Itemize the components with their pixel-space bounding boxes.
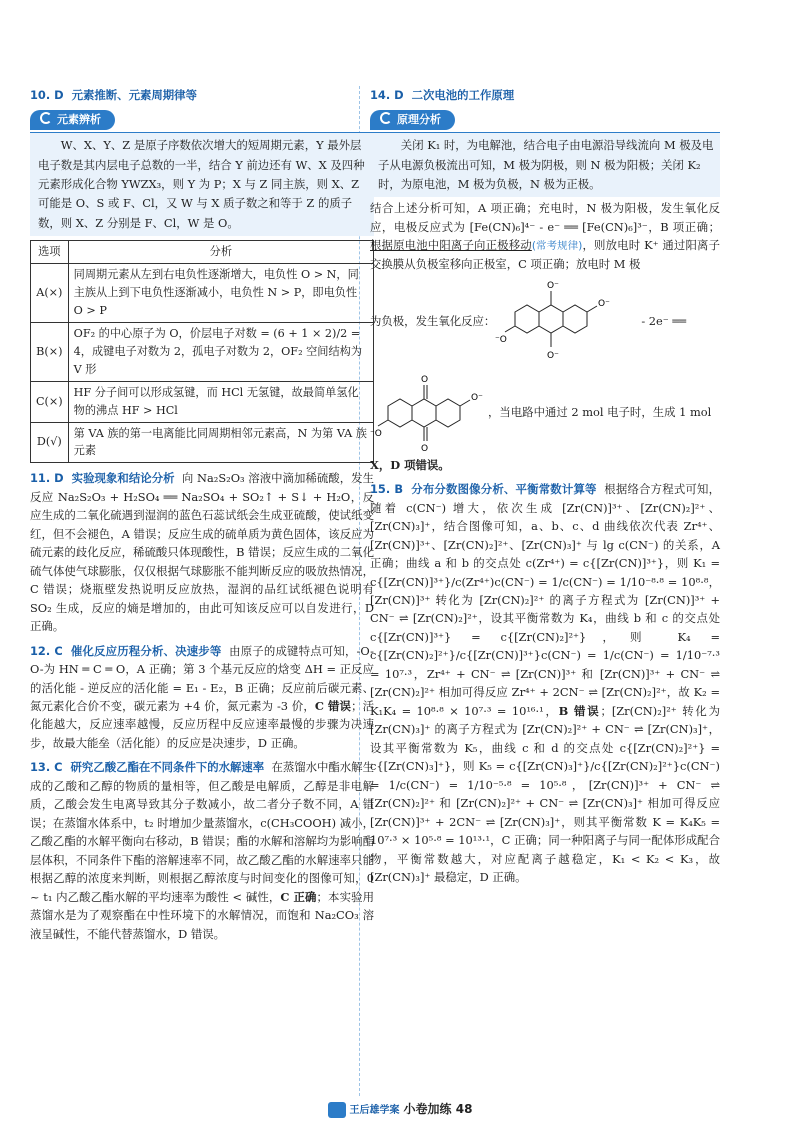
question-15 [370,480,720,886]
q14-text-3: ，当电路中通过 2 mol 电子时，生成 1 mol [488,405,712,420]
question-13 [30,758,374,943]
q11-text: 向 Na₂S₂O₃ 溶液中滴加稀硫酸，发生反应 Na₂S₂O₃ + H₂SO₄ ══ Na₂SO₄ + SO₂↑ + S↓ + H₂O，反应生成的二氧化硫遇到湿润的蓝色石蕊试纸会生成亚硫酸，使试纸变红，但不会褪色，A 错误；反应生成的硫单质为黄色固体，该反应为硫元素的歧化反应，稀硫酸只体现酸性，B 错误；反应生成的二氧化硫气体使气球膨胀，仅仅根据气球膨胀不能判断反应的吸放热情况，C 错误；烧瓶壁发热说明反应放热，湿润的品红试纸褪色说明有 SO₂ 生成，反应的熵是增加的，由此可知该反应可以自发进行，D 正确。 [30,471,374,634]
table-row [31,381,374,422]
oxide-label-left: ⁻O [495,334,508,345]
q10-heading [30,86,374,104]
q12-topic: 催化反应历程分析、决速步等 [70,643,222,658]
oxide-label-bottom: O⁻ [547,350,560,361]
q14-text-4: X，D 项错误。 [370,457,450,472]
q14-tag-label: 原理分析 [397,113,441,127]
anthraquinone-product-structure [370,370,488,456]
table-row [31,422,374,463]
q11-number: 11. D [30,471,64,486]
q12-text: 由原子的成键特点可知，-O-O-为 HN ═ C ═ O，A 正确；第 3 个基元反应的焓变 ΔH = 正反应的活化能 - 逆反应的活化能 = E₁ - E₂，B 正确；反应前后碳元素、氮元素化合价不变，碳元素为 +4 价，氮元素为 -3 价， [30,643,374,713]
q15-answer-bold: B 错误 [558,703,601,718]
footer-brand: 王后雄学案 [349,1105,400,1116]
q14-underlined-rule: 根据原电池中阳离子向正极移动 [370,238,532,253]
question-10 [30,86,374,463]
question-11 [30,469,374,635]
footer-title: 小卷加练 [403,1102,452,1116]
q15-number: 15. B [370,482,404,497]
q13-text-2: ；本实验用蒸馏水是为了观察酯在中性环境下的水解情况，而饱和 Na₂CO₃ 溶液呈碱性，不能代替蒸馏水，D 错误。 [30,889,374,941]
q13-text: 在蒸馏水中酯水解生成的乙酸和乙醇的物质的量相等，但乙酸是电解质，乙醇是非电解质，乙酸会发生电离导致其分子数减小，故二者分子数不同，A 错误；在蒸馏水体系中，t₂ 时增加少量蒸馏水，c(CH₃COOH) 减小，乙酸乙酯的水解平衡向右移动，B 错误；酯的水解和溶解均为影响酯层体积，不同条件下酯的溶解速率不同，故乙酸乙酯的水解速率只能根据乙醇的浓度来判断，则根据乙醇浓度与时间变化的图像可知，0 ~ t₁ 内乙酸乙酯水解的平均速率为酸性 < 碱性， [30,760,374,904]
q14-number: 14. D [370,88,404,102]
row-analysis: 同周期元素从左到右电负性逐渐增大，电负性 O > N，同主族从上到下电负性逐渐减小，电负性 N > P，即电负性 O > P [68,264,373,323]
col-header-option: 选项 [31,241,69,264]
oxide-label-right: O⁻ [598,298,611,309]
page-number: 48 [455,1102,473,1116]
product-oxide-left: ⁻O [370,428,382,439]
page-footer [0,1100,800,1119]
q11-topic: 实验现象和结论分析 [71,471,175,486]
q15-topic: 分布分数图像分析、平衡常数计算等 [411,482,597,497]
q14-topic: 二次电池的工作原理 [411,88,515,102]
q14-product-row [370,370,720,456]
q14-reaction-row [370,274,720,370]
q14-tag [370,110,455,130]
q14-heading [370,86,720,104]
row-analysis: OF₂ 的中心原子为 O，价层电子对数 = (6 + 1 × 2)/2 = 4，成键电子对数为 2，孤电子对数为 2，OF₂ 空间结构为 V 形 [68,322,373,381]
q10-table-header [31,241,374,264]
q13-number: 13. C [30,760,63,775]
row-option: C(×) [31,381,69,422]
brand-logo-icon [328,1102,346,1118]
q10-tag-label: 元素辨析 [57,113,101,127]
anthraquinone-diolate-structure [495,274,635,370]
q10-topic: 元素推断、元素周期律等 [71,88,197,102]
carbonyl-label-bottom: O [421,443,429,454]
oxide-label-top: O⁻ [547,280,560,291]
product-oxide-right: O⁻ [471,392,483,403]
q14-hint: (常考规律) [531,240,583,253]
q14-text-2-tail: - 2e⁻ ══ [641,314,687,329]
left-column [30,86,374,949]
q12-answer-bold: C 错误 [314,699,352,713]
q10-tag [30,110,115,130]
table-row [31,264,374,323]
q10-table [30,240,374,463]
q15-text: 根据络合方程式可知，随着 c(CN⁻) 增大，依次生成 [Zr(CN)]³⁺、[Zr(CN)₂]²⁺、[Zr(CN)₃]⁺，结合图像可知，a、b、c、d 曲线依次代表 Zr⁴⁺、[Zr(CN)]³⁺、[Zr(CN)₂]²⁺、[Zr(CN)₃]⁺ 与 lg c(CN⁻) 的关系，A 正确；曲线 a 和 b 的交点处 c(Zr⁴⁺) = c{[Zr(CN)]³⁺}，则 K₁ = c{[Zr(CN)]³⁺}/c(Zr⁴⁺)c(CN⁻) = 1/c(CN⁻) = 1/10⁻⁸·⁸ = 10⁸·⁸，[Zr(CN)]³⁺ 转化为 [Zr(CN)₂]²⁺ 的离子方程式为 [Zr(CN)]³⁺ + CN⁻ ⇌ [Zr(CN)₂]²⁺，设其平衡常数为 K₄，曲线 b 和 c 的交点处 c{[Zr(CN)]³⁺} = c{[Zr(CN)₂]²⁺}，则 K₄ = c{[Zr(CN)₂]²⁺}/c{[Zr(CN)]³⁺}c(CN⁻) = 1/c(CN⁻) = 1/10⁻⁷·³ = 10⁷·³，Zr⁴⁺ + CN⁻ ⇌ [Zr(CN)]³⁺ 和 [Zr(CN)]³⁺ + CN⁻ ⇌ [Zr(CN)₂]²⁺ 相加可得反应 Zr⁴⁺ + 2CN⁻ ⇌ [Zr(CN)₂]²⁺，故 K₂ = K₁K₄ = 10⁸·⁸ × 10⁷·³ = 10¹⁶·¹， [370,482,720,718]
row-analysis: HF 分子间可以形成氢键，而 HCl 无氢键，故最简单氢化物的沸点 HF > HCl [68,381,373,422]
right-column [370,86,720,892]
carbonyl-label-top: O [421,374,429,385]
row-option: D(√) [31,422,69,463]
q15-text-2: ；[Zr(CN)₂]²⁺ 转化为 [Zr(CN)₃]⁺ 的离子方程式为 [Zr(CN)₂]²⁺ + CN⁻ ⇌ [Zr(CN)₃]⁺，设其平衡常数为 K₅，曲线 c 和 d 的交点处 c{[Zr(CN)₂]²⁺} = c{[Zr(CN)₃]⁺}，则 K₅ = c{[Zr(CN)₃]⁺}/c{[Zr(CN)₂]²⁺}c(CN⁻) = 1/c(CN⁻) = 1/10⁻⁵·⁸ = 10⁵·⁸，[Zr(CN)]³⁺ + CN⁻ ⇌ [Zr(CN)₂]²⁺ 和 [Zr(CN)₂]²⁺ + CN⁻ ⇌ [Zr(CN)₃]⁺ 相加可得反应 [Zr(CN)]³⁺ + 2CN⁻ ⇌ [Zr(CN)₃]⁺，则其平衡常数 K = K₄K₅ = 10⁷·³ × 10⁵·⁸ = 10¹³·¹，C 正确；同一种阳离子与同一配体形成配合物，平衡常数越大，对应配离子越稳定，K₁ < K₂ < K₃，故 [Zr(CN)₃]⁺ 最稳定，D 正确。 [370,703,720,885]
row-option: A(×) [31,264,69,323]
q14-text-1b: ，则放电时 K⁺ 通过阳离子交换膜从负极室移向正极室，C 项正确；放电时 M 极 [370,238,721,272]
row-option: B(×) [31,322,69,381]
q10-analysis-box [30,132,374,236]
table-row [31,322,374,381]
row-analysis: 第 VA 族的第一电离能比同周期相邻元素高，N 为第 VA 族元素 [68,422,373,463]
question-12 [30,642,374,753]
q10-box-text: W、X、Y、Z 是原子序数依次增大的短周期元素，Y 最外层电子数是其内层电子总数的一半，结合 Y 前边还有 W、X 及四种元素形成化合物 YWZX₃，则 Y 为 P；X 与 Z 同主族，则 X、Z 可能是 O、S 或 F、Cl，又 W 与 X 质子数之和等于 Z 的质子数，则 X、Z 分别是 F、Cl，W 是 O。 [38,138,365,230]
q13-topic: 研究乙酸乙酯在不同条件下的水解速率 [70,760,265,775]
q14-box-text: 关闭 K₁ 时，为电解池，结合电子由电源沿导线流向 M 极及电子从电源负极流出可知，M 极为阴极，则 N 极为阳极；关闭 K₂ 时，为原电池，M 极为负极，N 极为正极。 [378,138,714,192]
col-header-analysis: 分析 [68,241,373,264]
q12-number: 12. C [30,643,63,658]
q10-number: 10. D [30,88,64,102]
question-14 [370,86,720,474]
q12-text-2: ；活化能越大，反应速率越慢，反应历程中反应速率最慢的步骤为决速步，故最大能垒（活化能）的反应是决速步，D 正确。 [30,699,374,750]
q13-answer-bold: C 正确 [280,889,317,904]
q14-text-2: 为负极，发生氧化反应： [370,314,496,329]
q14-analysis-box [370,132,720,197]
q14-text-1: 结合上述分析可知，A 项正确；充电时，N 极为阳极，发生氧化反应，电极反应式为 [Fe(CN)₆]⁴⁻ - e⁻ ══ [Fe(CN)₆]³⁻，B 项正确； [370,201,720,234]
